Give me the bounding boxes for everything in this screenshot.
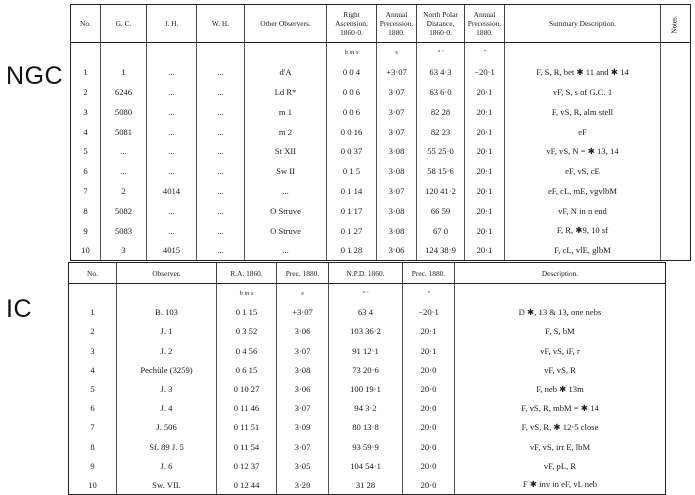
ngc-cell: d'A bbox=[245, 62, 327, 82]
ic-cell: 6 bbox=[69, 399, 117, 418]
ic-cell: 31 28 bbox=[329, 475, 403, 494]
ngc-table-row bbox=[71, 102, 691, 122]
ngc-cell: 3 bbox=[71, 102, 101, 122]
ic-cell: 5 bbox=[69, 379, 117, 398]
ngc-unit-cell bbox=[101, 43, 147, 63]
ngc-cell: 120 41·2 bbox=[417, 181, 465, 201]
ic-cell: 3·09 bbox=[277, 418, 329, 437]
ngc-notes-label: Notes. bbox=[671, 14, 679, 34]
ngc-cell: F, vS, R, alm stell bbox=[505, 102, 661, 122]
ngc-cell: 9 bbox=[71, 221, 101, 241]
ngc-table-row bbox=[71, 201, 691, 221]
ngc-unit-cell: ″ bbox=[465, 43, 505, 63]
ngc-cell bbox=[661, 240, 691, 260]
ngc-table bbox=[70, 4, 691, 261]
ngc-cell: 6246 bbox=[101, 82, 147, 102]
ngc-cell: O Struve bbox=[245, 221, 327, 241]
ngc-cell: Sw II bbox=[245, 161, 327, 181]
ngc-unit-cell: ° ′ bbox=[417, 43, 465, 63]
ic-table-row bbox=[69, 437, 666, 456]
ngc-cell: 0 1 27 bbox=[327, 221, 377, 241]
ic-header-cell: Description. bbox=[455, 263, 666, 284]
ngc-cell: ... bbox=[197, 82, 245, 102]
ic-label: IC bbox=[6, 295, 32, 323]
ngc-cell: ... bbox=[197, 201, 245, 221]
ic-cell: J. 2 bbox=[117, 341, 217, 360]
ngc-cell: ... bbox=[197, 221, 245, 241]
ngc-cell: 4015 bbox=[147, 240, 197, 260]
ic-cell: 0 6 15 bbox=[217, 360, 277, 379]
ic-cell: 0 11 51 bbox=[217, 418, 277, 437]
ngc-table-row bbox=[71, 82, 691, 102]
ngc-cell: 0 0 16 bbox=[327, 122, 377, 142]
ic-unit-cell: ″ bbox=[403, 284, 455, 303]
ic-cell: 7 bbox=[69, 418, 117, 437]
ngc-header-cell: Annual Precession, 1880. bbox=[377, 5, 417, 43]
ic-cell: 0 10 27 bbox=[217, 379, 277, 398]
ngc-cell: vF, N in n end bbox=[505, 201, 661, 221]
ic-cell: 100 19·1 bbox=[329, 379, 403, 398]
ic-cell: 0 1 15 bbox=[217, 303, 277, 322]
ic-cell: 20·0 bbox=[403, 456, 455, 475]
ngc-header-row bbox=[71, 5, 691, 43]
ngc-cell: eF, cL, mE, vgvlbM bbox=[505, 181, 661, 201]
ic-cell: 3 bbox=[69, 341, 117, 360]
ngc-cell: 20·1 bbox=[465, 122, 505, 142]
ngc-header-cell: No. bbox=[71, 5, 101, 43]
ngc-cell: 4014 bbox=[147, 181, 197, 201]
ngc-cell: 3·07 bbox=[377, 181, 417, 201]
ngc-cell bbox=[661, 141, 691, 161]
ic-cell: 20·1 bbox=[403, 322, 455, 341]
ic-cell: vF, vS, iF, r bbox=[455, 341, 666, 360]
ngc-cell: 10 bbox=[71, 240, 101, 260]
ngc-cell: 3·08 bbox=[377, 221, 417, 241]
ic-unit-cell bbox=[69, 284, 117, 303]
ic-cell: 3·07 bbox=[277, 341, 329, 360]
ngc-cell: 0 0 4 bbox=[327, 62, 377, 82]
ngc-cell: 67 0 bbox=[417, 221, 465, 241]
ngc-unit-cell bbox=[147, 43, 197, 63]
ngc-cell: ... bbox=[147, 201, 197, 221]
ngc-cell: 82 28 bbox=[417, 102, 465, 122]
ic-cell: 3·07 bbox=[277, 437, 329, 456]
ic-cell: 103 36·2 bbox=[329, 322, 403, 341]
ic-cell: 4 bbox=[69, 360, 117, 379]
ic-cell: F ✱ inv in eF, vL neb bbox=[455, 475, 666, 494]
ngc-cell: −20·1 bbox=[465, 62, 505, 82]
ngc-cell bbox=[661, 62, 691, 82]
ic-header-cell: N.P.D. 1860. bbox=[329, 263, 403, 284]
ngc-cell: 8 bbox=[71, 201, 101, 221]
ic-unit-cell: s bbox=[277, 284, 329, 303]
ngc-unit-cell: s bbox=[377, 43, 417, 63]
ngc-cell: O Struve bbox=[245, 201, 327, 221]
ngc-cell: ... bbox=[101, 141, 147, 161]
ngc-cell: ... bbox=[197, 62, 245, 82]
ic-header-cell: Prec. 1880. bbox=[277, 263, 329, 284]
ngc-cell: 3·07 bbox=[377, 102, 417, 122]
ngc-cell: 1 bbox=[71, 62, 101, 82]
ngc-cell bbox=[661, 181, 691, 201]
ic-cell: J. 4 bbox=[117, 399, 217, 418]
ngc-cell: m 1 bbox=[245, 102, 327, 122]
ngc-cell: F, R, ✱9, 10 sf bbox=[505, 221, 661, 241]
ngc-cell: 0 1 14 bbox=[327, 181, 377, 201]
ngc-unit-row bbox=[71, 43, 691, 63]
ngc-cell: F, cL, vlE, glbM bbox=[505, 240, 661, 260]
ngc-cell: ... bbox=[147, 221, 197, 241]
ic-cell: vF, pL, R bbox=[455, 456, 666, 475]
ic-cell: 3·07 bbox=[277, 399, 329, 418]
ic-unit-cell: h m s bbox=[217, 284, 277, 303]
ngc-cell: 3·07 bbox=[377, 82, 417, 102]
ngc-unit-cell bbox=[661, 43, 691, 63]
ngc-unit-cell bbox=[197, 43, 245, 63]
ic-cell: 20·0 bbox=[403, 360, 455, 379]
ngc-cell: ... bbox=[147, 141, 197, 161]
ngc-cell bbox=[661, 201, 691, 221]
ic-cell: J. 1 bbox=[117, 322, 217, 341]
ngc-cell: ... bbox=[147, 82, 197, 102]
ngc-cell: 3·08 bbox=[377, 161, 417, 181]
ic-cell: 91 12·1 bbox=[329, 341, 403, 360]
ngc-cell: 5081 bbox=[101, 122, 147, 142]
ngc-cell: Ld R* bbox=[245, 82, 327, 102]
ic-table-row bbox=[69, 360, 666, 379]
ngc-cell: 0 0 6 bbox=[327, 102, 377, 122]
ngc-cell: 20·1 bbox=[465, 221, 505, 241]
ic-cell: 20·0 bbox=[403, 399, 455, 418]
ic-cell: 3·08 bbox=[277, 360, 329, 379]
ngc-cell: 63 4·3 bbox=[417, 62, 465, 82]
ngc-cell: F, S, R, bet ✱ 11 and ✱ 14 bbox=[505, 62, 661, 82]
ngc-cell: eF, vS, cE bbox=[505, 161, 661, 181]
ngc-cell: ... bbox=[147, 102, 197, 122]
ic-cell: 20·0 bbox=[403, 418, 455, 437]
ic-cell: F, vS, R, ✱ 12·5 close bbox=[455, 418, 666, 437]
ngc-cell: 55 25·0 bbox=[417, 141, 465, 161]
ic-unit-cell bbox=[455, 284, 666, 303]
ic-header-row bbox=[69, 263, 666, 284]
ngc-label: NGC bbox=[6, 62, 64, 90]
ic-cell: 8 bbox=[69, 437, 117, 456]
ngc-cell: 3·08 bbox=[377, 141, 417, 161]
ic-cell: −20·1 bbox=[403, 303, 455, 322]
ic-cell: Sw. VII. bbox=[117, 475, 217, 494]
ngc-table-row bbox=[71, 221, 691, 241]
ngc-cell: ... bbox=[197, 240, 245, 260]
ngc-header-cell: J. H. bbox=[147, 5, 197, 43]
ngc-cell: 3·08 bbox=[377, 201, 417, 221]
ngc-cell bbox=[661, 102, 691, 122]
ngc-cell: vF, S, s of G.C. 1 bbox=[505, 82, 661, 102]
ngc-cell: 66 59 bbox=[417, 201, 465, 221]
ic-table-row bbox=[69, 418, 666, 437]
ngc-cell bbox=[661, 82, 691, 102]
ngc-cell: eF bbox=[505, 122, 661, 142]
ic-cell: 0 11 46 bbox=[217, 399, 277, 418]
ngc-header-cell: Right Ascension, 1860·0. bbox=[327, 5, 377, 43]
ngc-cell: ... bbox=[197, 141, 245, 161]
ngc-cell: 0 0 37 bbox=[327, 141, 377, 161]
ngc-cell: 3 bbox=[101, 240, 147, 260]
ngc-cell: 1 bbox=[101, 62, 147, 82]
ngc-table-row bbox=[71, 141, 691, 161]
ic-cell: 9 bbox=[69, 456, 117, 475]
ngc-cell: 4 bbox=[71, 122, 101, 142]
ic-cell: 0 11 54 bbox=[217, 437, 277, 456]
ic-header-cell: R.A. 1860. bbox=[217, 263, 277, 284]
ngc-cell: ... bbox=[147, 161, 197, 181]
ic-cell: 0 12 37 bbox=[217, 456, 277, 475]
ic-cell: 1 bbox=[69, 303, 117, 322]
ic-cell: vF, vS, irr E, lbM bbox=[455, 437, 666, 456]
ngc-cell bbox=[661, 221, 691, 241]
ic-table-row bbox=[69, 379, 666, 398]
ngc-cell: ... bbox=[197, 161, 245, 181]
ngc-header-cell: W. H. bbox=[197, 5, 245, 43]
ngc-cell: 7 bbox=[71, 181, 101, 201]
ngc-cell: m 2 bbox=[245, 122, 327, 142]
ic-table-row bbox=[69, 341, 666, 360]
ngc-header-cell: Other Observers. bbox=[245, 5, 327, 43]
ngc-cell: 0 1 17 bbox=[327, 201, 377, 221]
ngc-table-row bbox=[71, 240, 691, 260]
ngc-table-row bbox=[71, 122, 691, 142]
ngc-cell: 0 0 6 bbox=[327, 82, 377, 102]
ngc-table-row bbox=[71, 62, 691, 82]
ic-cell: F, vS, R, mbM = ✱ 14 bbox=[455, 399, 666, 418]
ic-cell: vF, vS, R bbox=[455, 360, 666, 379]
ic-cell: 10 bbox=[69, 475, 117, 494]
ngc-cell: 5083 bbox=[101, 221, 147, 241]
ngc-header-cell: Summary Description. bbox=[505, 5, 661, 43]
ngc-cell: ... bbox=[245, 240, 327, 260]
ic-cell: B. 103 bbox=[117, 303, 217, 322]
ic-table-row bbox=[69, 303, 666, 322]
ic-table-row bbox=[69, 475, 666, 494]
ngc-cell: 3·07 bbox=[377, 122, 417, 142]
ngc-cell: 20·1 bbox=[465, 82, 505, 102]
ngc-cell: ... bbox=[147, 62, 197, 82]
ic-cell: 80 13·8 bbox=[329, 418, 403, 437]
ic-cell: F, neb ✱ 13m bbox=[455, 379, 666, 398]
ngc-cell: St XII bbox=[245, 141, 327, 161]
ngc-cell: 20·1 bbox=[465, 141, 505, 161]
ic-cell: 3·20 bbox=[277, 475, 329, 494]
ngc-cell: 6 bbox=[71, 161, 101, 181]
ngc-cell: 82 23 bbox=[417, 122, 465, 142]
ngc-unit-cell bbox=[245, 43, 327, 63]
ngc-cell: vF, vS, N = ✱ 13, 14 bbox=[505, 141, 661, 161]
ic-cell: Pechüle (3259) bbox=[117, 360, 217, 379]
ngc-cell: 3·06 bbox=[377, 240, 417, 260]
ic-cell: 0 12 44 bbox=[217, 475, 277, 494]
ic-table-row bbox=[69, 456, 666, 475]
ngc-cell: ... bbox=[197, 181, 245, 201]
ngc-cell: 124 38·9 bbox=[417, 240, 465, 260]
ngc-cell bbox=[661, 161, 691, 181]
ic-cell: 20·1 bbox=[403, 341, 455, 360]
ic-cell: 73 20·6 bbox=[329, 360, 403, 379]
ngc-cell: 58 15·6 bbox=[417, 161, 465, 181]
ngc-cell: ... bbox=[197, 102, 245, 122]
ngc-cell: 5082 bbox=[101, 201, 147, 221]
ngc-cell: 63 6·0 bbox=[417, 82, 465, 102]
ngc-cell: 0 1 5 bbox=[327, 161, 377, 181]
ic-cell: 63 4 bbox=[329, 303, 403, 322]
ngc-unit-cell bbox=[505, 43, 661, 63]
ngc-unit-cell bbox=[71, 43, 101, 63]
ngc-cell: ... bbox=[245, 181, 327, 201]
ic-cell: 20·0 bbox=[403, 437, 455, 456]
ngc-cell: 20·1 bbox=[465, 201, 505, 221]
ic-cell: 104 54·1 bbox=[329, 456, 403, 475]
ngc-table-row bbox=[71, 161, 691, 181]
ic-cell: 20·0 bbox=[403, 475, 455, 494]
ic-unit-cell: ° ′ bbox=[329, 284, 403, 303]
ngc-cell: 5 bbox=[71, 141, 101, 161]
ngc-cell: ... bbox=[197, 122, 245, 142]
ic-table-row bbox=[69, 322, 666, 341]
ngc-cell bbox=[661, 122, 691, 142]
ngc-cell: +3·07 bbox=[377, 62, 417, 82]
ic-cell: 3·06 bbox=[277, 322, 329, 341]
ic-header-cell: Prec. 1880. bbox=[403, 263, 455, 284]
ic-cell: J. 3 bbox=[117, 379, 217, 398]
ngc-header-cell: North Polar Distance, 1860·0. bbox=[417, 5, 465, 43]
ngc-table-row bbox=[71, 181, 691, 201]
ngc-unit-cell: h m s bbox=[327, 43, 377, 63]
ngc-cell: 5080 bbox=[101, 102, 147, 122]
ngc-cell: ... bbox=[147, 122, 197, 142]
ic-cell: 3·06 bbox=[277, 379, 329, 398]
ic-cell: 94 3·2 bbox=[329, 399, 403, 418]
ic-cell: 0 3 52 bbox=[217, 322, 277, 341]
ngc-cell: ... bbox=[101, 161, 147, 181]
ngc-cell: 20·1 bbox=[465, 181, 505, 201]
ic-cell: 2 bbox=[69, 322, 117, 341]
ngc-cell: 0 1 28 bbox=[327, 240, 377, 260]
ic-header-cell: Observer. bbox=[117, 263, 217, 284]
ic-unit-row bbox=[69, 284, 666, 303]
ngc-header-cell: G. C. bbox=[101, 5, 147, 43]
ic-cell: +3·07 bbox=[277, 303, 329, 322]
ic-cell: 20·0 bbox=[403, 379, 455, 398]
ic-table-row bbox=[69, 399, 666, 418]
ngc-header-cell bbox=[661, 5, 691, 43]
ic-cell: D ✱, 13 & 13, one nebs bbox=[455, 303, 666, 322]
ngc-cell: 2 bbox=[71, 82, 101, 102]
ngc-cell: 20·1 bbox=[465, 240, 505, 260]
ngc-cell: 2 bbox=[101, 181, 147, 201]
ic-cell: 0 4 56 bbox=[217, 341, 277, 360]
ic-cell: 93 59·9 bbox=[329, 437, 403, 456]
ic-cell: J. 506 bbox=[117, 418, 217, 437]
ic-cell: J. 6 bbox=[117, 456, 217, 475]
ic-cell: F, S, bM bbox=[455, 322, 666, 341]
ic-unit-cell bbox=[117, 284, 217, 303]
ic-table bbox=[68, 262, 666, 495]
ngc-header-cell: Annual Precession, 1880. bbox=[465, 5, 505, 43]
ic-cell: Sf. 89 J. 5 bbox=[117, 437, 217, 456]
ngc-cell: 20·1 bbox=[465, 102, 505, 122]
ngc-cell: 20·1 bbox=[465, 161, 505, 181]
ic-header-cell: No. bbox=[69, 263, 117, 284]
ic-cell: 3·05 bbox=[277, 456, 329, 475]
